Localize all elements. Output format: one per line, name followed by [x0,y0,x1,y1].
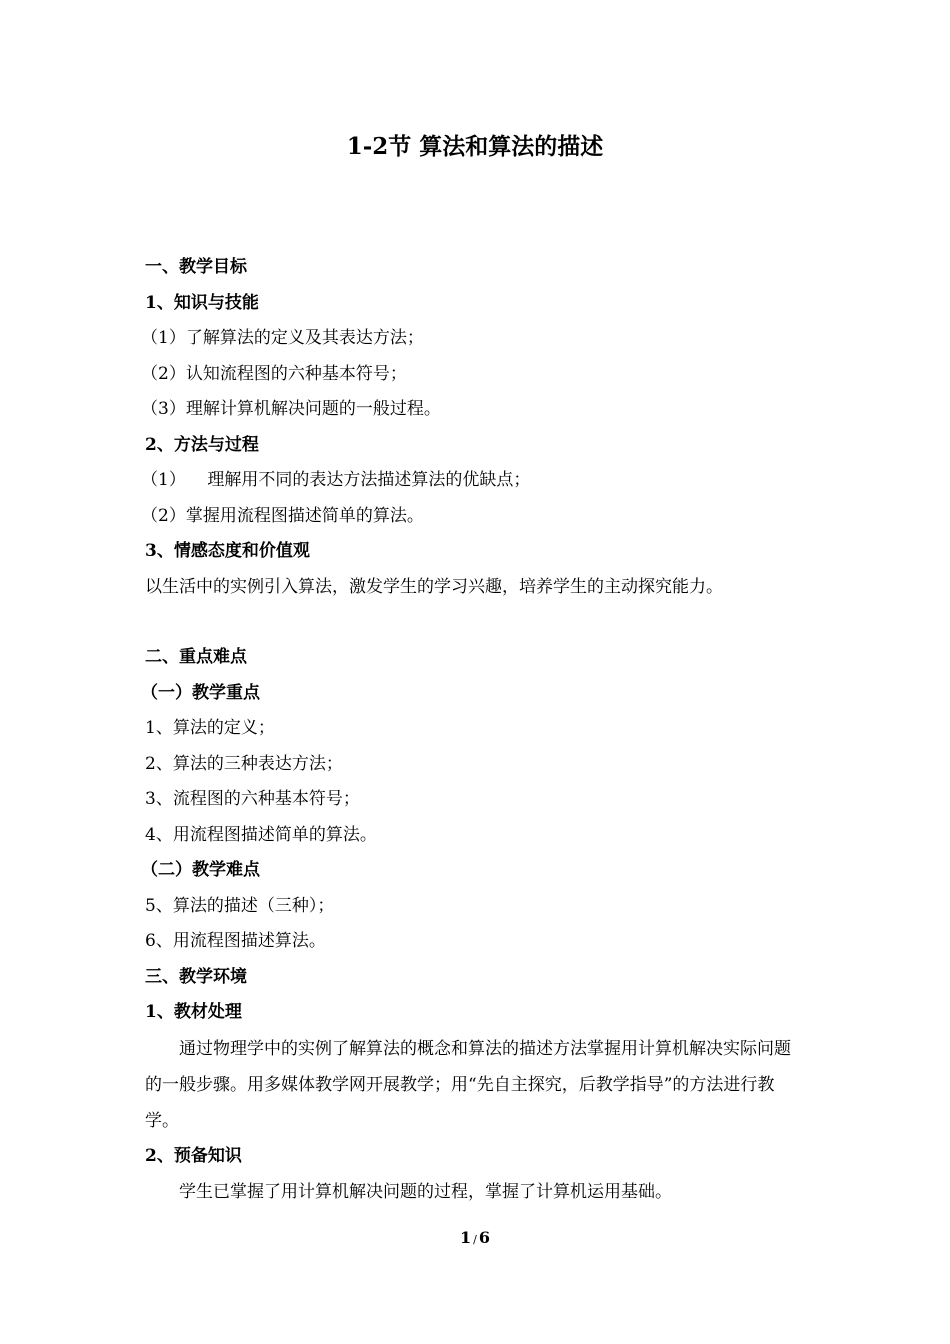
subheading-methods-process: 2、方法与过程 [145,434,259,455]
list-item: 5、算法的描述（三种）； [145,895,335,916]
subheading-difficult-points: （二）教学难点 [141,860,260,880]
paragraph-emotion-values: 以生活中的实例引入算法，激发学生的学习兴趣，培养学生的主动探究能力。 [145,576,723,597]
paragraph-materials: 通过物理学中的实例了解算法的概念和算法的描述方法掌握用计算机解决实际问题的一般步骤。用多媒体教学网开展教学；用“先自主探究，后教学指导”的方法进行教学。 [145,1038,791,1131]
list-item: 1、算法的定义； [145,718,275,738]
page-number [0,1227,950,1251]
page-current: 1 [460,1228,472,1247]
section-heading-key-difficult: 二、重点难点 [145,647,247,667]
subheading-materials: 1、教材处理 [145,1002,242,1022]
section-heading-objectives: 一、教学目标 [145,257,247,277]
list-item: （2）掌握用流程图描述简单的算法。 [141,505,424,526]
list-item: 4、用流程图描述简单的算法。 [145,824,377,845]
list-item: （2）认知流程图的六种基本符号； [141,363,407,384]
subheading-prerequisites: 2、预备知识 [145,1145,242,1166]
subheading-emotion-values: 3、情感态度和价值观 [145,541,310,561]
list-item: 2、算法的三种表达方法； [145,753,343,774]
list-item: 6、用流程图描述算法。 [145,931,326,951]
list-item: 3、流程图的六种基本符号； [145,789,360,809]
document-body [141,250,805,1210]
list-item: （1）了解算法的定义及其表达方法； [141,328,424,348]
spacer [145,605,805,640]
page-separator: / [473,1233,477,1246]
list-item: （3）理解计算机解决问题的一般过程。 [141,399,441,419]
document-title: 1-2节 算法和算法的描述 [346,133,604,160]
section-heading-environment: 三、教学环境 [145,966,247,987]
subheading-key-points: （一）教学重点 [141,682,260,703]
paragraph-prerequisites: 学生已掌握了用计算机解决问题的过程，掌握了计算机运用基础。 [179,1182,672,1202]
subheading-knowledge-skills: 1、知识与技能 [145,292,259,313]
page-total: 6 [478,1228,490,1247]
list-item: （1） 理解用不同的表达方法描述算法的优缺点； [141,470,531,490]
